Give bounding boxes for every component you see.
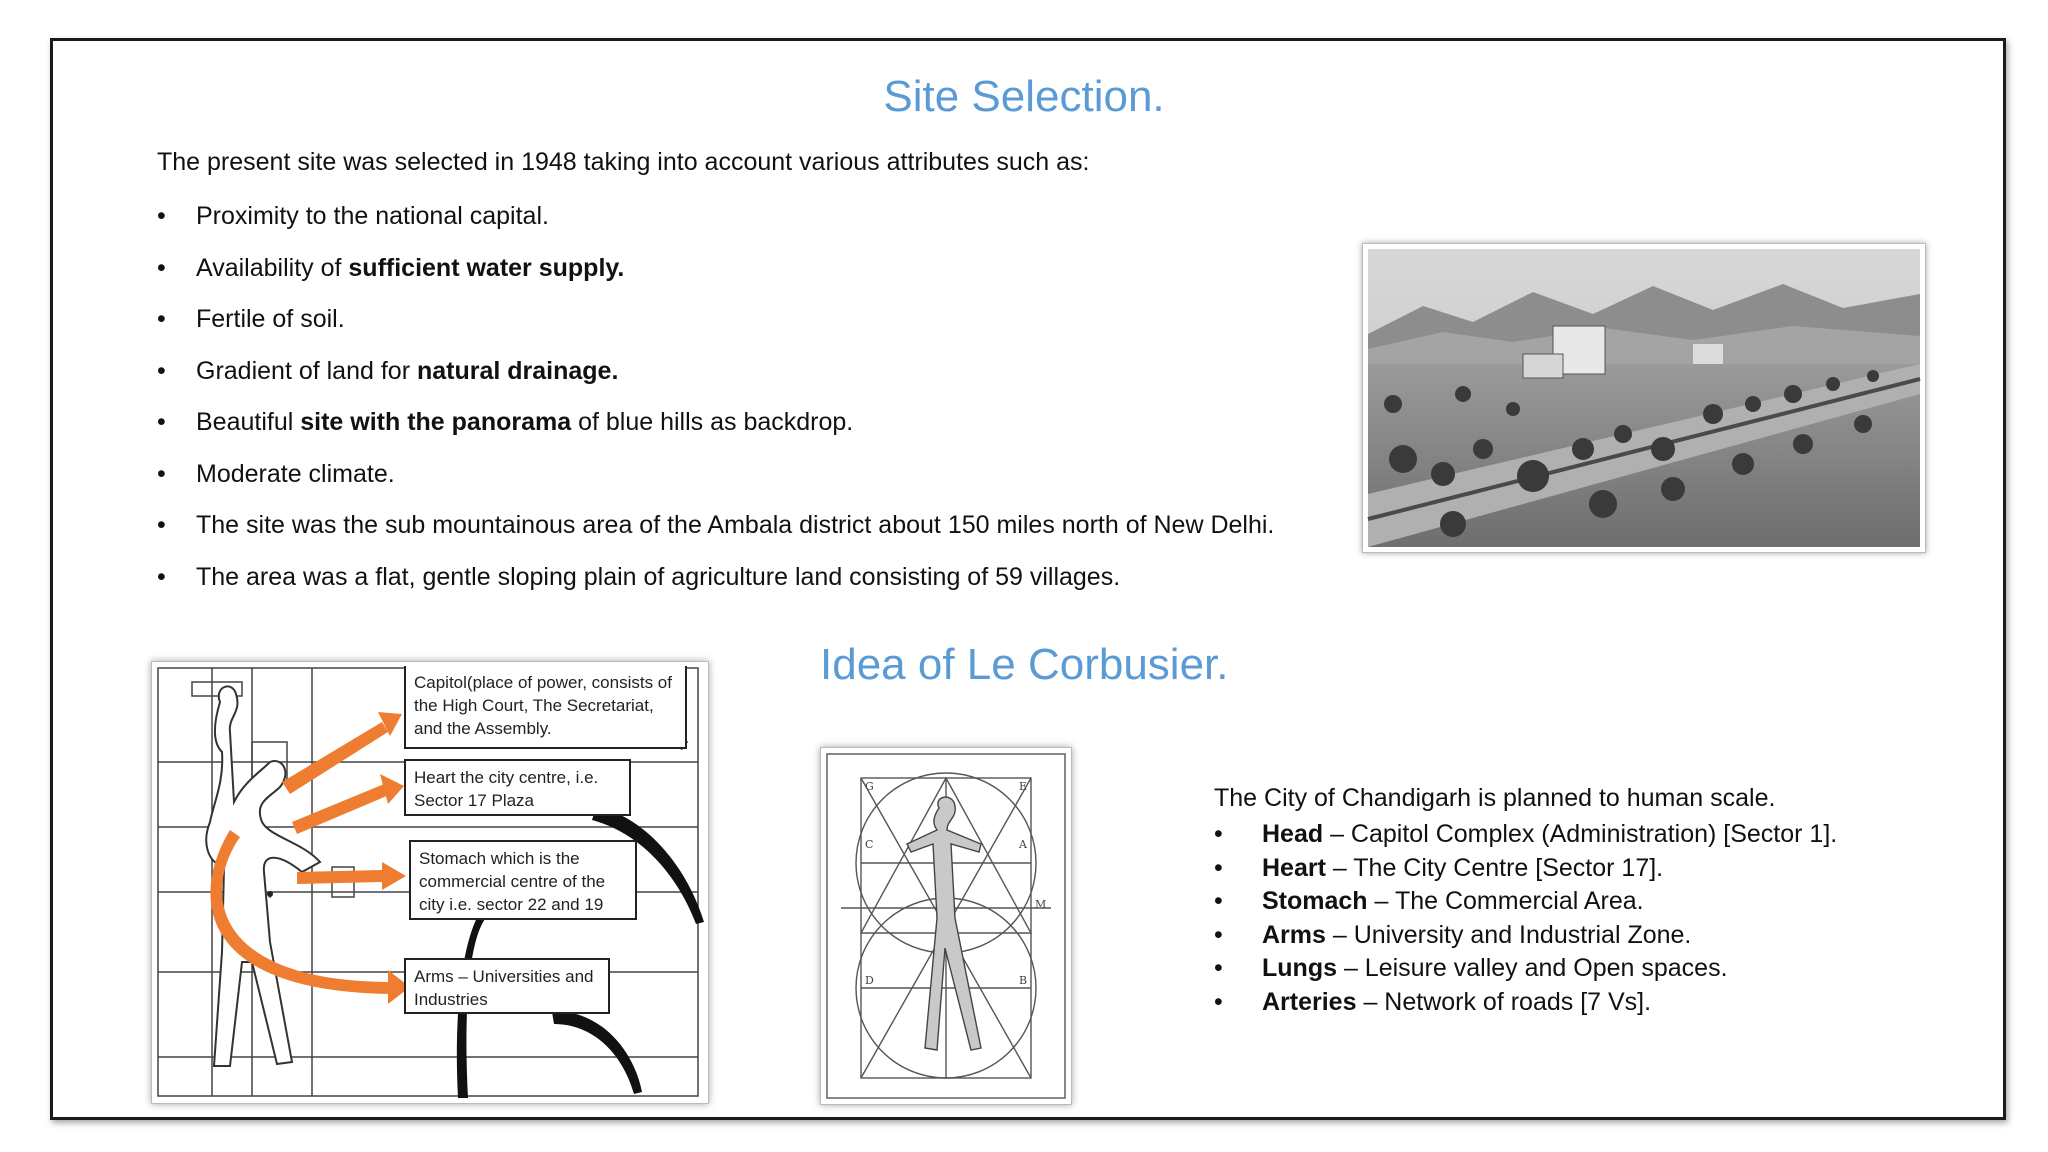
body-part-item (1214, 986, 1837, 1020)
callout-arms: Arms – Universities and Industries (404, 958, 610, 1014)
body-part-name: Lungs (1262, 954, 1337, 982)
callout-stomach: Stomach which is the commercial centre of the city i.e. sector 22 and 19 (409, 840, 637, 920)
site-attribute-emphasis: site with the panorama (300, 408, 572, 436)
city-body-parts-list (1214, 818, 1837, 1019)
site-attribute-text: Proximity to the national capital. (196, 202, 549, 230)
site-attribute-item (157, 508, 1274, 560)
site-attribute-item (157, 199, 1274, 251)
body-part-name: Stomach (1262, 887, 1368, 915)
human-scale-intro: The City of Chandigarh is planned to human scale. (1214, 784, 1776, 812)
idea-title: Idea of Le Corbusier. (820, 640, 1229, 689)
site-attribute-item (157, 560, 1274, 612)
body-part-description: – Network of roads [7 Vs]. (1356, 987, 1652, 1016)
photo-image (1363, 244, 1925, 552)
body-part-name: Heart (1262, 853, 1326, 882)
vitruvian-drawing (821, 748, 1071, 1104)
site-attribute-text: Moderate climate. (196, 459, 395, 488)
vitruvian-letter-c: C (865, 838, 874, 851)
site-selection-intro: The present site was selected in 1948 taking into account various attributes such as: (157, 148, 1090, 176)
body-part-description: – Capitol Complex (Administration) [Sector 1]. (1323, 820, 1838, 848)
site-attributes-list (157, 199, 1274, 611)
body-part-description: – Leisure valley and Open spaces. (1337, 954, 1728, 982)
body-part-description: – The Commercial Area. (1367, 887, 1644, 915)
vitruvian-letter-a: A (1019, 838, 1027, 851)
site-attribute-emphasis: sufficient water supply. (348, 253, 625, 282)
body-part-name: Arms (1262, 920, 1326, 949)
site-attribute-item (157, 457, 1274, 509)
vitruvian-letter-b: B (1019, 974, 1028, 987)
body-part-item (1214, 885, 1837, 919)
callout-capitol: Capitol(place of power, consists of the High Court, The Secretariat, and the Assembly. (404, 666, 687, 749)
site-attribute-item (157, 302, 1274, 354)
callout-heart: Heart the city centre, i.e. Sector 17 Plaza (404, 759, 631, 816)
site-attribute-emphasis: natural drainage. (416, 356, 619, 385)
body-part-name: Head (1262, 820, 1324, 848)
site-attribute-text: Fertile of soil. (196, 305, 345, 333)
vitruvian-letter-e: E (1019, 780, 1028, 793)
vitruvian-letter-m: M (1035, 898, 1047, 911)
body-part-item (1214, 919, 1837, 953)
site-attribute-text-end: of blue hills as backdrop. (571, 408, 854, 436)
vitruvian-letter-g: G (865, 780, 874, 793)
modulor-city-diagram (151, 661, 709, 1104)
site-attribute-text: The area was a flat, gentle sloping plain of agriculture land consisting of 59 villages. (196, 562, 1121, 591)
site-attribute-text: Beautiful (196, 408, 301, 436)
vitruvian-letter-d: D (865, 974, 874, 987)
site-attribute-text: The site was the sub mountainous area of the Ambala district about 150 miles north of New Delhi. (196, 511, 1275, 539)
site-attribute-item (157, 405, 1274, 457)
site-attribute-text: Gradient of land for (196, 356, 417, 385)
body-part-item (1214, 818, 1837, 852)
body-part-item (1214, 952, 1837, 986)
body-part-description: – The City Centre [Sector 17]. (1325, 853, 1664, 882)
chandigarh-historic-photo (1362, 243, 1926, 553)
site-attribute-item (157, 251, 1274, 303)
body-part-name: Arteries (1262, 987, 1357, 1016)
body-part-description: – University and Industrial Zone. (1325, 920, 1692, 949)
site-attribute-item (157, 354, 1274, 406)
body-part-item (1214, 852, 1837, 886)
site-selection-title: Site Selection. (883, 72, 1165, 121)
vitruvian-proportion-diagram (820, 747, 1072, 1105)
site-attribute-text: Availability of (196, 253, 349, 282)
